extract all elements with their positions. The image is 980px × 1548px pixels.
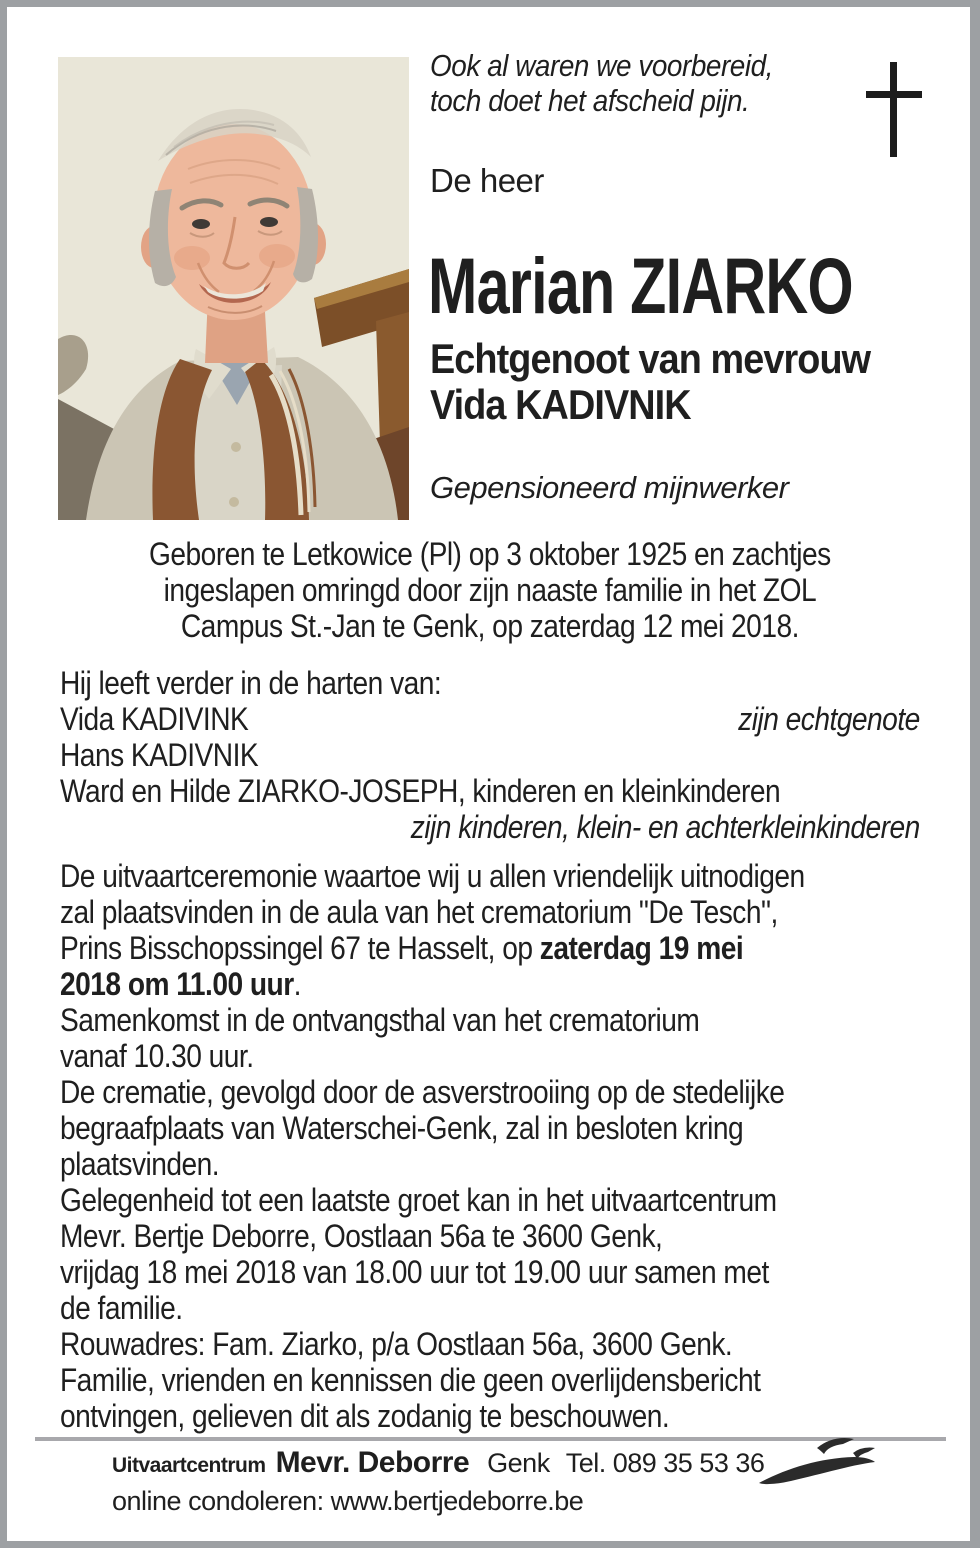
ceremony-paragraph bbox=[60, 858, 920, 1434]
remembrance-intro: Hij leeft verder in de harten van: bbox=[60, 665, 442, 701]
salutation: De heer bbox=[430, 162, 544, 199]
cross-icon bbox=[866, 62, 922, 157]
spouse-name: Vida KADIVNIK bbox=[430, 381, 691, 428]
cross-vertical-bar bbox=[890, 62, 897, 157]
ceremony-text: Prins Bisschopssingel 67 te Hasselt, op bbox=[60, 930, 540, 966]
relative-name: Ward en Hilde ZIARKO-JOSEPH, kinderen en kleinkinderen bbox=[60, 773, 781, 809]
profession: Gepensioneerd mijnwerker bbox=[430, 470, 789, 505]
ceremony-line: plaatsvinden. bbox=[60, 1146, 220, 1182]
funeral-home-prefix: Uitvaartcentrum bbox=[112, 1454, 266, 1477]
remembrance-row bbox=[60, 701, 920, 737]
relation-label: zijn echtgenote bbox=[738, 701, 920, 737]
ceremony-line: ontvingen, gelieven dit als zodanig te beschouwen. bbox=[60, 1398, 670, 1434]
ceremony-line bbox=[60, 966, 920, 1002]
ceremony-line bbox=[60, 930, 920, 966]
ceremony-time-bold: 2018 om 11.00 uur bbox=[60, 966, 294, 1002]
ceremony-line: begraafplaats van Waterschei-Genk, zal in besloten kring bbox=[60, 1110, 744, 1146]
ceremony-date-bold: zaterdag 19 mei bbox=[539, 930, 744, 966]
funeral-home-name: Mevr. Deborre bbox=[275, 1446, 470, 1479]
ceremony-line: De uitvaartceremonie waartoe wij u allen vriendelijk uitnodigen bbox=[60, 858, 805, 894]
ceremony-text: . bbox=[293, 966, 301, 1002]
ceremony-line: Mevr. Bertje Deborre, Oostlaan 56a te 3600 Genk, bbox=[60, 1218, 663, 1254]
ceremony-line: Samenkomst in de ontvangsthal van het crematorium bbox=[60, 1002, 700, 1038]
spouse-line: Echtgenoot van mevrouw bbox=[430, 335, 871, 382]
relation-label: zijn kinderen, klein- en achterkleinkinderen bbox=[410, 809, 920, 845]
deceased-name: Marian ZIARKO bbox=[428, 241, 853, 330]
birth-death-line: Campus St.-Jan te Genk, op zaterdag 12 mei 2018. bbox=[180, 608, 799, 644]
birds-swoosh-logo bbox=[757, 1436, 887, 1492]
ceremony-line: zal plaatsvinden in de aula van het crematorium "De Tesch", bbox=[60, 894, 778, 930]
remembrance-row bbox=[60, 737, 920, 773]
ceremony-line: De crematie, gevolgd door de asverstrooiing op de stedelijke bbox=[60, 1074, 785, 1110]
spouse-block bbox=[430, 336, 870, 428]
remembrance-block bbox=[60, 665, 920, 845]
condolence-line: toch doet het afscheid pijn. bbox=[430, 83, 750, 118]
remembrance-row bbox=[60, 809, 920, 845]
ceremony-line: vanaf 10.30 uur. bbox=[60, 1038, 254, 1074]
obituary-page bbox=[7, 7, 970, 1541]
birth-death-line: Geboren te Letkowice (Pl) op 3 oktober 1925 en zachtjes bbox=[149, 536, 831, 572]
funeral-home-line bbox=[112, 1446, 764, 1480]
condolence-phrase bbox=[430, 48, 773, 118]
ceremony-line: vrijdag 18 mei 2018 van 18.00 uur tot 19.00 uur samen met bbox=[60, 1254, 769, 1290]
birth-death-line: ingeslapen omringd door zijn naaste familie in het ZOL bbox=[163, 572, 817, 608]
relative-name: Vida KADIVINK bbox=[60, 701, 249, 737]
portrait-photo bbox=[58, 57, 409, 520]
ceremony-line: Rouwadres: Fam. Ziarko, p/a Oostlaan 56a, 3600 Genk. bbox=[60, 1326, 733, 1362]
ceremony-line: Gelegenheid tot een laatste groet kan in het uitvaartcentrum bbox=[60, 1182, 777, 1218]
online-condolence-line: online condoleren: www.bertjedeborre.be bbox=[112, 1486, 584, 1516]
birth-death-paragraph bbox=[60, 536, 920, 644]
ceremony-line: Familie, vrienden en kennissen die geen overlijdensbericht bbox=[60, 1362, 761, 1398]
cross-horizontal-bar bbox=[866, 91, 922, 98]
ceremony-line: de familie. bbox=[60, 1290, 183, 1326]
condolence-line: Ook al waren we voorbereid, bbox=[430, 48, 773, 83]
relative-name: Hans KADIVNIK bbox=[60, 737, 259, 773]
funeral-home-phone: Tel. 089 35 53 36 bbox=[565, 1448, 765, 1478]
funeral-home-city: Genk bbox=[487, 1448, 550, 1478]
remembrance-row bbox=[60, 773, 920, 809]
